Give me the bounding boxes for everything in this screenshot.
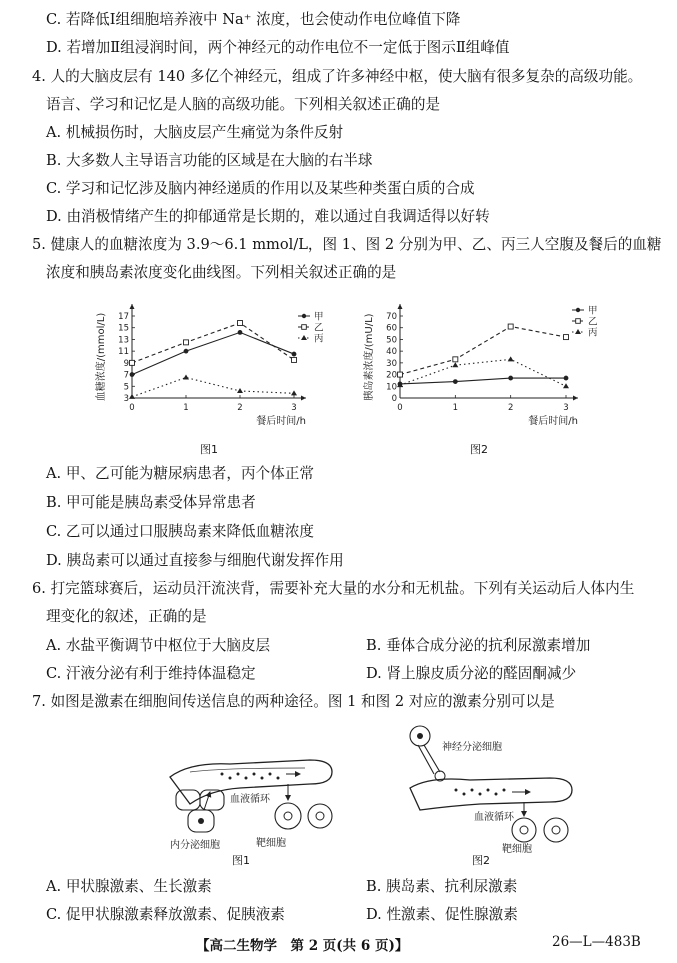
y-tick-label: 10	[386, 382, 397, 393]
y-axis-label: 血糖浓度/(mmol/L)	[96, 312, 107, 402]
y-axis-label: 胰岛素浓度/(mU/L)	[364, 313, 375, 401]
series-line-丙	[400, 359, 566, 386]
y-tick-label: 3	[123, 394, 129, 404]
q7-stem: 7. 如图是激素在细胞间传送信息的两种途径。图 1 和图 2 对应的激素分别可以是	[32, 693, 555, 710]
chart2-caption: 图2	[470, 443, 488, 456]
x-axis-arrow	[573, 396, 578, 401]
fig1-label-endocrine: 内分泌细胞	[170, 840, 220, 851]
q5-stem-line2: 浓度和胰岛素浓度变化曲线图。下列相关叙述正确的是	[46, 264, 397, 281]
data-point-丙	[237, 388, 243, 393]
hormone-figure-1	[160, 722, 340, 862]
legend-label: 乙	[314, 322, 324, 334]
y-tick-label: 15	[118, 323, 129, 334]
fig2-label-target: 靶细胞	[502, 844, 532, 854]
y-tick-label: 5	[123, 382, 129, 393]
q5-stem-line1: 5. 健康人的血糖浓度为 3.9～6.1 mmol/L，图 1、图 2 分别为甲、乙、丙三人空腹及餐后的血糖	[32, 236, 662, 253]
data-point-乙	[184, 340, 189, 345]
chart1-caption: 图1	[200, 443, 218, 456]
data-point-丙	[563, 383, 569, 388]
data-point-丙	[129, 394, 135, 399]
q3-option-c: C. 若降低Ⅰ组细胞培养液中 Na⁺ 浓度，也会使动作电位峰值下降	[46, 11, 461, 28]
q7-option-a: A. 甲状腺激素、生长激素	[46, 878, 212, 895]
q7-option-d: D. 性激素、促性腺激素	[366, 906, 518, 923]
y-tick-label: 60	[386, 323, 397, 334]
y-tick-label: 7	[123, 370, 129, 381]
q4-stem-line2: 语言、学习和记忆是人脑的高级功能。下列相关叙述正确的是	[46, 96, 441, 113]
q6-option-a: A. 水盐平衡调节中枢位于大脑皮层	[46, 637, 271, 654]
fig2-label-blood: 血液循环	[474, 812, 514, 823]
data-point-甲	[238, 330, 243, 335]
q6-stem-line1: 6. 打完篮球赛后，运动员汗流浃背，需要补充大量的水分和无机盐。下列有关运动后人体内生	[32, 580, 635, 597]
legend-marker	[575, 329, 581, 334]
legend-label: 甲	[314, 311, 324, 323]
x-tick-label: 3	[291, 403, 297, 413]
y-tick-label: 50	[386, 335, 397, 346]
q4-option-a: A. 机械损伤时，大脑皮层产生痛觉为条件反射	[46, 124, 344, 141]
q6-option-c: C. 汗液分泌有利于维持体温稳定	[46, 665, 256, 682]
x-tick-label: 2	[237, 403, 243, 413]
x-tick-label: 2	[507, 403, 514, 413]
fig2-caption: 图2	[472, 854, 490, 867]
y-tick-label: 13	[118, 335, 129, 346]
y-tick-label: 30	[386, 358, 397, 369]
data-point-乙	[398, 372, 403, 377]
data-point-丙	[452, 362, 458, 367]
legend-marker	[576, 319, 581, 324]
x-tick-label: 3	[563, 403, 569, 413]
data-point-丙	[291, 390, 297, 395]
data-point-乙	[508, 324, 513, 329]
data-point-丙	[183, 375, 189, 380]
fig2-label-neuro: 神经分泌细胞	[442, 742, 502, 753]
x-tick-label: 0	[129, 403, 135, 413]
data-point-甲	[453, 379, 458, 384]
series-line-甲	[400, 378, 566, 384]
data-point-甲	[508, 376, 513, 381]
fig1-caption: 图1	[232, 854, 250, 867]
series-line-甲	[132, 332, 294, 374]
insulin-chart	[358, 298, 620, 438]
data-point-乙	[453, 357, 458, 362]
data-point-乙	[130, 360, 135, 365]
legend-label: 甲	[588, 305, 598, 317]
data-point-甲	[564, 376, 569, 381]
legend-marker	[302, 314, 306, 318]
q5-option-a: A. 甲、乙可能为糖尿病患者，丙个体正常	[46, 465, 314, 482]
x-tick-label: 1	[183, 403, 189, 413]
x-tick-label: 1	[452, 403, 459, 413]
q4-stem-line1: 4. 人的大脑皮层有 140 多亿个神经元，组成了许多神经中枢，使大脑有很多复杂的高级功能。	[32, 68, 643, 85]
y-tick-label: 20	[386, 370, 397, 381]
glucose-chart	[90, 298, 340, 438]
q4-option-c: C. 学习和记忆涉及脑内神经递质的作用以及某些种类蛋白质的合成	[46, 180, 475, 197]
y-tick-label: 11	[118, 347, 129, 358]
data-point-丙	[508, 356, 514, 361]
x-tick-label: 0	[397, 403, 403, 413]
q5-option-c: C. 乙可以通过口服胰岛素来降低血糖浓度	[46, 523, 315, 540]
footer-code: 26—L—483B	[552, 934, 641, 950]
y-axis-arrow	[130, 304, 135, 309]
series-line-乙	[132, 323, 294, 363]
q4-option-d: D. 由消极情绪产生的抑郁通常是长期的，难以通过自我调适得以好转	[46, 208, 490, 225]
fig1-label-blood: 血液循环	[230, 794, 270, 805]
q6-stem-line2: 理变化的叙述，正确的是	[46, 608, 207, 625]
y-tick-label: 17	[118, 312, 129, 322]
fig1-label-target: 靶细胞	[256, 838, 286, 849]
q7-option-c: C. 促甲状腺激素释放激素、促胰液素	[46, 906, 285, 923]
q6-option-d: D. 肾上腺皮质分泌的醛固酮减少	[366, 665, 577, 682]
data-point-乙	[292, 357, 297, 362]
x-axis-label: 餐后时间/h	[528, 416, 578, 427]
footer-title: 【高二生物学 第 2 页(共 6 页)】	[196, 938, 409, 954]
legend-label: 丙	[314, 333, 324, 345]
q5-option-d: D. 胰岛素可以通过直接参与细胞代谢发挥作用	[46, 552, 344, 569]
legend-marker	[301, 335, 307, 340]
x-axis-label: 餐后时间/h	[256, 416, 306, 427]
x-axis-arrow	[301, 396, 306, 401]
series-line-丙	[132, 378, 294, 397]
q3-option-d: D. 若增加Ⅱ组浸润时间，两个神经元的动作电位不一定低于图示Ⅱ组峰值	[46, 39, 510, 56]
y-axis-arrow	[398, 304, 403, 309]
series-line-乙	[400, 327, 566, 375]
y-tick-label: 70	[386, 312, 397, 322]
q4-option-b: B. 大多数人主导语言功能的区域是在大脑的右半球	[46, 152, 373, 169]
legend-label: 乙	[588, 316, 598, 328]
hormone-figure-2	[400, 720, 580, 854]
data-point-甲	[292, 352, 297, 357]
y-tick-label: 0	[391, 394, 397, 404]
y-tick-label: 9	[123, 358, 129, 369]
q6-option-b: B. 垂体合成分泌的抗利尿激素增加	[366, 637, 591, 654]
data-point-甲	[130, 372, 135, 377]
q7-option-b: B. 胰岛素、抗利尿激素	[366, 878, 518, 895]
legend-marker	[302, 325, 307, 330]
data-point-乙	[564, 335, 569, 340]
legend-marker	[576, 308, 580, 312]
data-point-乙	[238, 321, 243, 326]
y-tick-label: 40	[386, 347, 397, 358]
q5-option-b: B. 甲可能是胰岛素受体异常患者	[46, 494, 256, 511]
data-point-甲	[184, 349, 189, 354]
legend-label: 丙	[588, 327, 598, 339]
